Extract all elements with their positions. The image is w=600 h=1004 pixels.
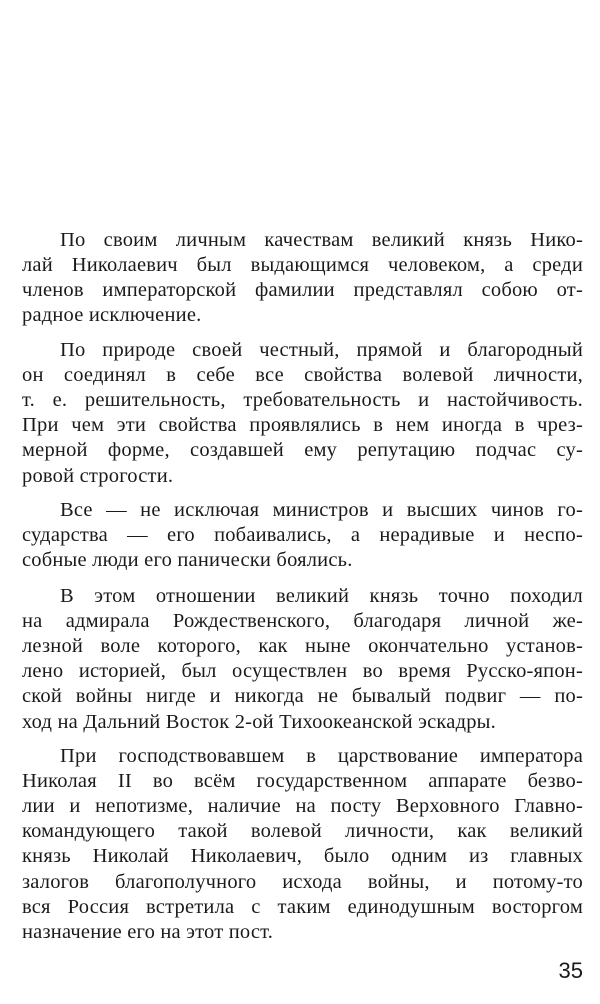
text-line: ход на Дальний Восток 2-ой Тихоокеанской эскадры. <box>22 710 496 733</box>
text-line: лезной воле которого, как ныне окончательно установ- <box>22 635 583 658</box>
text-line: залогов благополучного исхода войны, и потому-то <box>22 870 583 893</box>
text-line: на адмирала Рождественского, благодаря личной же- <box>22 610 583 633</box>
text-line: членов императорской фамилии представлял собою от- <box>22 279 583 302</box>
text-line: По природе своей честный, прямой и благородный <box>60 339 583 361</box>
text-line: ровой строгости. <box>22 464 174 487</box>
text-line: командующего такой волевой личности, как великий <box>22 820 583 843</box>
text-line: При господствовавшем в царствование императора <box>60 745 583 767</box>
text-line: По своим личным качествам великий князь Нико- <box>60 229 583 251</box>
text-line: мерной форме, создавшей ему репутацию подчас су- <box>22 439 583 462</box>
text-line: При чем эти свойства проявлялись в нем иногда в чрез- <box>22 414 583 437</box>
text-line: собные люди его панически боялись. <box>22 549 353 572</box>
text-line: В этом отношении великий князь точно походил <box>60 585 583 607</box>
text-line: сударства — его побаивались, а нерадивые и неспо- <box>22 524 583 547</box>
text-line: Николая II во всём государственном аппарате безво- <box>22 770 583 793</box>
text-line: Все — не исключая министров и высших чинов го- <box>60 499 583 521</box>
text-line: князь Николай Николаевич, было одним из главных <box>22 845 583 868</box>
text-line: лено историей, был осуществлен во время Русско-япон- <box>22 660 583 683</box>
text-line: радное исключение. <box>22 304 202 327</box>
text-line: вся Россия встретила с таким единодушным восторгом <box>22 895 583 918</box>
text-line: ской войны нигде и никогда не бывалый подвиг — по- <box>22 685 583 708</box>
text-line: он соединял в себе все свойства волевой личности, <box>22 364 583 387</box>
text-line: назначение его на этот пост. <box>22 920 274 943</box>
text-line: лии и непотизме, наличие на посту Верховного Главно- <box>22 795 583 818</box>
text-line: лай Николаевич был выдающимся человеком, а среди <box>22 254 583 277</box>
text-line: т. е. решительность, требовательность и настойчивость. <box>22 389 583 412</box>
page-number: 35 <box>558 958 583 983</box>
